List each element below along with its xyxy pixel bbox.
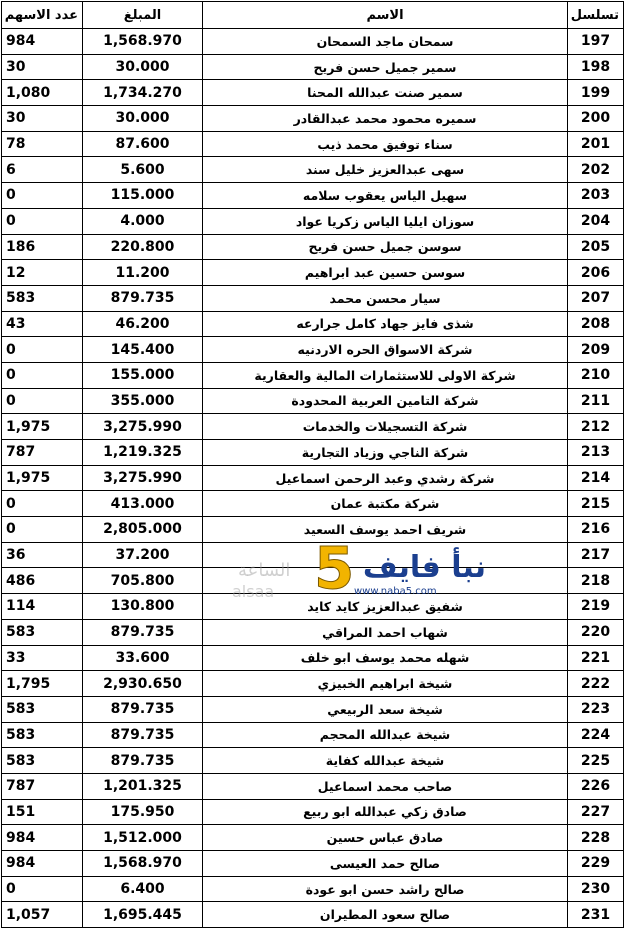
logo-text: نبأ فايف bbox=[362, 550, 486, 585]
amount-cell: 115.000 bbox=[83, 183, 203, 209]
table-row bbox=[2, 722, 624, 748]
serial-cell: 229 bbox=[568, 851, 624, 877]
amount-cell: 37.200 bbox=[83, 542, 203, 568]
table-row bbox=[2, 29, 624, 55]
name-cell: شركة مكتبة عمان bbox=[203, 491, 568, 517]
amount-cell: 220.800 bbox=[83, 234, 203, 260]
name-cell: صالح سعود المطيران bbox=[203, 902, 568, 928]
name-cell: شركة الاسواق الحره الاردنيه bbox=[203, 337, 568, 363]
shares-cell: 984 bbox=[2, 851, 83, 877]
name-cell: شيخة ابراهيم الخبيزي bbox=[203, 671, 568, 697]
serial-cell: 224 bbox=[568, 722, 624, 748]
table-row bbox=[2, 234, 624, 260]
table-row bbox=[2, 388, 624, 414]
table-row bbox=[2, 542, 624, 568]
amount-cell: 1,734.270 bbox=[83, 80, 203, 106]
amount-cell: 879.735 bbox=[83, 619, 203, 645]
table-row bbox=[2, 902, 624, 928]
header-serial: تسلسل bbox=[568, 2, 624, 29]
name-cell: صالح حمد العيسى bbox=[203, 851, 568, 877]
serial-cell: 200 bbox=[568, 106, 624, 132]
serial-cell: 219 bbox=[568, 594, 624, 620]
name-cell: صالح راشد حسن ابو عودة bbox=[203, 876, 568, 902]
name-cell: سيار محسن محمد bbox=[203, 285, 568, 311]
name-cell: سوسن جميل حسن فريح bbox=[203, 234, 568, 260]
amount-cell: 2,805.000 bbox=[83, 517, 203, 543]
table-row bbox=[2, 619, 624, 645]
shares-cell: 0 bbox=[2, 183, 83, 209]
shares-cell: 36 bbox=[2, 542, 83, 568]
serial-cell: 211 bbox=[568, 388, 624, 414]
table-row bbox=[2, 773, 624, 799]
serial-cell: 198 bbox=[568, 54, 624, 80]
serial-cell: 210 bbox=[568, 362, 624, 388]
table-row bbox=[2, 568, 624, 594]
serial-cell: 227 bbox=[568, 799, 624, 825]
shares-cell: 1,795 bbox=[2, 671, 83, 697]
serial-cell: 202 bbox=[568, 157, 624, 183]
serial-cell: 205 bbox=[568, 234, 624, 260]
serial-cell: 209 bbox=[568, 337, 624, 363]
serial-cell: 222 bbox=[568, 671, 624, 697]
shares-cell: 787 bbox=[2, 773, 83, 799]
table-row bbox=[2, 362, 624, 388]
amount-cell: 4.000 bbox=[83, 208, 203, 234]
shares-cell: 0 bbox=[2, 876, 83, 902]
serial-cell: 207 bbox=[568, 285, 624, 311]
amount-cell: 30.000 bbox=[83, 106, 203, 132]
amount-cell: 3,275.990 bbox=[83, 465, 203, 491]
name-cell: شركة الناجي وزياد التجارية bbox=[203, 440, 568, 466]
amount-cell: 355.000 bbox=[83, 388, 203, 414]
amount-cell: 413.000 bbox=[83, 491, 203, 517]
ghost-watermark-arabic: الساعة bbox=[238, 560, 291, 581]
amount-cell: 1,512.000 bbox=[83, 825, 203, 851]
table-row bbox=[2, 80, 624, 106]
shares-cell: 984 bbox=[2, 29, 83, 55]
shares-cell: 583 bbox=[2, 696, 83, 722]
shares-cell: 984 bbox=[2, 825, 83, 851]
table-row bbox=[2, 671, 624, 697]
shares-cell: 1,080 bbox=[2, 80, 83, 106]
shares-cell: 486 bbox=[2, 568, 83, 594]
amount-cell: 1,568.970 bbox=[83, 851, 203, 877]
serial-cell: 217 bbox=[568, 542, 624, 568]
name-cell: سمحان ماجد السمحان bbox=[203, 29, 568, 55]
shares-cell: 0 bbox=[2, 208, 83, 234]
table-row bbox=[2, 311, 624, 337]
serial-cell: 231 bbox=[568, 902, 624, 928]
name-cell: شركة الاولى للاستثمارات المالية والعقارية bbox=[203, 362, 568, 388]
shares-cell: 0 bbox=[2, 517, 83, 543]
name-cell bbox=[203, 568, 568, 594]
shares-cell: 787 bbox=[2, 440, 83, 466]
amount-cell: 33.600 bbox=[83, 645, 203, 671]
serial-cell: 208 bbox=[568, 311, 624, 337]
shares-cell: 583 bbox=[2, 748, 83, 774]
amount-cell: 1,201.325 bbox=[83, 773, 203, 799]
header-amount: المبلغ bbox=[83, 2, 203, 29]
amount-cell: 145.400 bbox=[83, 337, 203, 363]
shares-cell: 6 bbox=[2, 157, 83, 183]
amount-cell: 30.000 bbox=[83, 54, 203, 80]
table-row bbox=[2, 748, 624, 774]
name-cell: سميره محمود محمد عبدالقادر bbox=[203, 106, 568, 132]
name-cell: صادق عباس حسين bbox=[203, 825, 568, 851]
name-cell: شريف احمد يوسف السعيد bbox=[203, 517, 568, 543]
table-header-row bbox=[2, 2, 624, 29]
name-cell: صاحب محمد اسماعيل bbox=[203, 773, 568, 799]
serial-cell: 213 bbox=[568, 440, 624, 466]
shares-cell: 1,975 bbox=[2, 414, 83, 440]
shares-cell: 30 bbox=[2, 54, 83, 80]
name-cell: شركة التامين العربية المحدودة bbox=[203, 388, 568, 414]
shares-cell: 1,057 bbox=[2, 902, 83, 928]
shares-cell: 1,975 bbox=[2, 465, 83, 491]
amount-cell: 46.200 bbox=[83, 311, 203, 337]
shares-cell: 78 bbox=[2, 131, 83, 157]
name-cell: شيخة عبدالله كفاية bbox=[203, 748, 568, 774]
table-row bbox=[2, 183, 624, 209]
serial-cell: 199 bbox=[568, 80, 624, 106]
shares-cell: 583 bbox=[2, 619, 83, 645]
shares-cell: 0 bbox=[2, 491, 83, 517]
table-row bbox=[2, 337, 624, 363]
table-row bbox=[2, 491, 624, 517]
serial-cell: 212 bbox=[568, 414, 624, 440]
serial-cell: 204 bbox=[568, 208, 624, 234]
table-row bbox=[2, 696, 624, 722]
logo-number: 5 bbox=[314, 534, 355, 602]
name-cell: صادق زكي عبدالله ابو ربيع bbox=[203, 799, 568, 825]
name-cell: سوسن حسين عبد ابراهيم bbox=[203, 260, 568, 286]
amount-cell: 155.000 bbox=[83, 362, 203, 388]
name-cell: سهى عبدالعزيز خليل سند bbox=[203, 157, 568, 183]
name-cell bbox=[203, 542, 568, 568]
header-name: الاسم bbox=[203, 2, 568, 29]
amount-cell: 1,568.970 bbox=[83, 29, 203, 55]
serial-cell: 214 bbox=[568, 465, 624, 491]
serial-cell: 197 bbox=[568, 29, 624, 55]
amount-cell: 130.800 bbox=[83, 594, 203, 620]
table-row bbox=[2, 517, 624, 543]
shares-cell: 151 bbox=[2, 799, 83, 825]
name-cell: شركة التسجيلات والخدمات bbox=[203, 414, 568, 440]
amount-cell: 3,275.990 bbox=[83, 414, 203, 440]
shares-cell: 186 bbox=[2, 234, 83, 260]
serial-cell: 228 bbox=[568, 825, 624, 851]
table-row bbox=[2, 285, 624, 311]
table-row bbox=[2, 851, 624, 877]
serial-cell: 218 bbox=[568, 568, 624, 594]
amount-cell: 879.735 bbox=[83, 285, 203, 311]
serial-cell: 226 bbox=[568, 773, 624, 799]
shares-cell: 583 bbox=[2, 722, 83, 748]
serial-cell: 206 bbox=[568, 260, 624, 286]
amount-cell: 175.950 bbox=[83, 799, 203, 825]
shares-cell: 33 bbox=[2, 645, 83, 671]
shares-cell: 0 bbox=[2, 362, 83, 388]
table-row bbox=[2, 414, 624, 440]
name-cell: شركة رشدي وعبد الرحمن اسماعيل bbox=[203, 465, 568, 491]
name-cell: سمير جميل حسن فريح bbox=[203, 54, 568, 80]
name-cell: شهاب احمد المراقي bbox=[203, 619, 568, 645]
serial-cell: 225 bbox=[568, 748, 624, 774]
shares-cell: 12 bbox=[2, 260, 83, 286]
amount-cell: 5.600 bbox=[83, 157, 203, 183]
shares-cell: 583 bbox=[2, 285, 83, 311]
serial-cell: 201 bbox=[568, 131, 624, 157]
table-row bbox=[2, 106, 624, 132]
table-row bbox=[2, 799, 624, 825]
name-cell: سمير صنت عبدالله المحنا bbox=[203, 80, 568, 106]
shares-cell: 43 bbox=[2, 311, 83, 337]
serial-cell: 215 bbox=[568, 491, 624, 517]
serial-cell: 220 bbox=[568, 619, 624, 645]
shares-cell: 0 bbox=[2, 337, 83, 363]
amount-cell: 87.600 bbox=[83, 131, 203, 157]
ghost-watermark-latin: alsaa bbox=[232, 582, 275, 601]
logo-url: www.naba5.com bbox=[354, 586, 437, 597]
table-row bbox=[2, 645, 624, 671]
name-cell: سهيل الياس يعقوب سلامه bbox=[203, 183, 568, 209]
table-row bbox=[2, 825, 624, 851]
table-row bbox=[2, 54, 624, 80]
name-cell: سوزان ايليا الياس زكريا عواد bbox=[203, 208, 568, 234]
serial-cell: 223 bbox=[568, 696, 624, 722]
table-row bbox=[2, 594, 624, 620]
header-shares: عدد الاسهم bbox=[2, 2, 83, 29]
amount-cell: 1,695.445 bbox=[83, 902, 203, 928]
serial-cell: 203 bbox=[568, 183, 624, 209]
shares-cell: 114 bbox=[2, 594, 83, 620]
shares-cell: 30 bbox=[2, 106, 83, 132]
amount-cell: 879.735 bbox=[83, 722, 203, 748]
table-row bbox=[2, 260, 624, 286]
table-row bbox=[2, 440, 624, 466]
table-row bbox=[2, 157, 624, 183]
name-cell: سناء توفيق محمد ذيب bbox=[203, 131, 568, 157]
amount-cell: 1,219.325 bbox=[83, 440, 203, 466]
amount-cell: 879.735 bbox=[83, 748, 203, 774]
table-row bbox=[2, 131, 624, 157]
table-row bbox=[2, 208, 624, 234]
name-cell: شفيق عبدالعزيز كايد كايد bbox=[203, 594, 568, 620]
amount-cell: 705.800 bbox=[83, 568, 203, 594]
shareholders-table bbox=[1, 1, 624, 928]
name-cell: شيخة عبدالله المحجم bbox=[203, 722, 568, 748]
name-cell: شيخة سعد الربيعي bbox=[203, 696, 568, 722]
name-cell: شذى فايز جهاد كامل جرارعه bbox=[203, 311, 568, 337]
table-row bbox=[2, 876, 624, 902]
amount-cell: 11.200 bbox=[83, 260, 203, 286]
serial-cell: 230 bbox=[568, 876, 624, 902]
shares-cell: 0 bbox=[2, 388, 83, 414]
serial-cell: 216 bbox=[568, 517, 624, 543]
amount-cell: 2,930.650 bbox=[83, 671, 203, 697]
amount-cell: 879.735 bbox=[83, 696, 203, 722]
table-row bbox=[2, 465, 624, 491]
serial-cell: 221 bbox=[568, 645, 624, 671]
amount-cell: 6.400 bbox=[83, 876, 203, 902]
table-body bbox=[2, 29, 624, 928]
name-cell: شهله محمد يوسف ابو خلف bbox=[203, 645, 568, 671]
